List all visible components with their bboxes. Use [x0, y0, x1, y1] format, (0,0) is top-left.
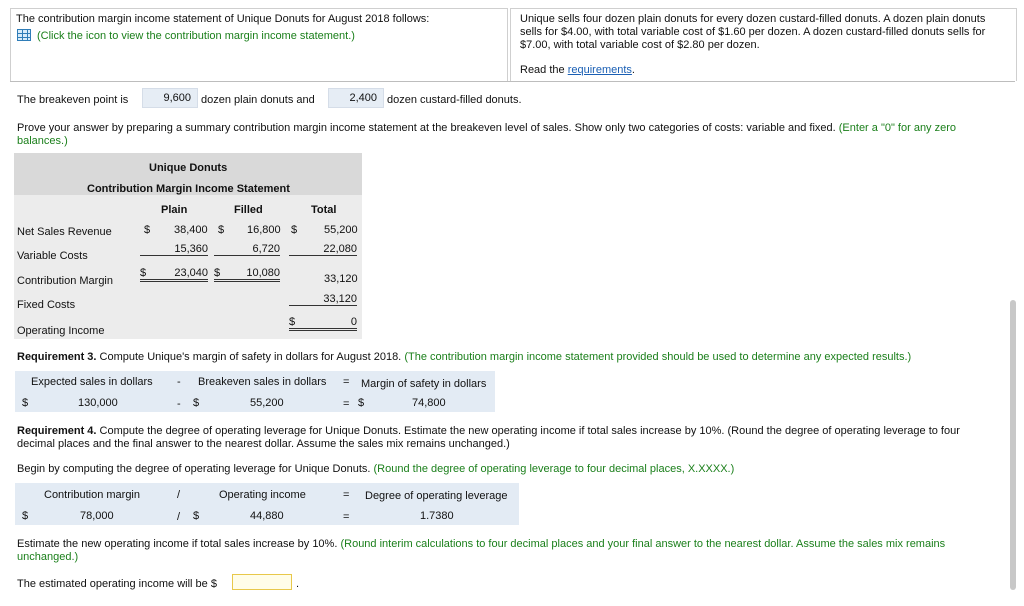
dollar-sign: $ — [291, 224, 298, 236]
dol-oi-value[interactable]: 44,880 — [250, 510, 284, 522]
dol-op-equals: = — [343, 511, 350, 523]
breakeven-custard-unit: dozen custard-filled donuts. — [387, 94, 522, 106]
mos-op-minus: - — [177, 398, 181, 410]
estimate-answer-label: The estimated operating income will be $ — [17, 578, 217, 590]
prove-hint-cont: balances.) — [17, 135, 68, 147]
dollar-sign: $ — [22, 397, 29, 409]
dol-op-divide: / — [177, 489, 181, 501]
view-statement-link[interactable]: (Click the icon to view the contribution margin income statement.) — [37, 30, 355, 42]
mos-breakeven-value[interactable]: 55,200 — [250, 397, 284, 409]
net-sales-total[interactable]: 55,200 — [324, 224, 358, 236]
mos-header-expected: Expected sales in dollars — [31, 376, 153, 388]
net-sales-filled[interactable]: 16,800 — [247, 224, 281, 236]
estimate-instructions: Estimate the new operating income if total sales increase by 10%. (Round interim calculations to four decimal places and your final answer to the nearest dollar. Assume the sales mix remains — [17, 538, 946, 550]
intro-text: The contribution margin income statement of Unique Donuts for August 2018 follows: — [16, 13, 430, 25]
variable-total[interactable]: 22,080 — [289, 243, 357, 256]
facts-line-3: $7.00, with total variable cost of $2.80 per dozen. — [520, 39, 760, 51]
mos-op-equals: = — [343, 398, 350, 410]
breakeven-label: The breakeven point is — [17, 94, 129, 106]
mos-header-margin: Margin of safety in dollars — [361, 378, 487, 390]
mos-op-minus: - — [177, 376, 181, 388]
table-icon[interactable] — [17, 29, 31, 41]
vertical-scrollbar[interactable] — [1010, 300, 1016, 590]
dol-op-equals: = — [343, 489, 350, 501]
oi-total-cell — [289, 316, 357, 331]
facts-line-1: Unique sells four dozen plain donuts for every dozen custard-filled donuts. A dozen plain donuts — [520, 13, 986, 25]
dollar-sign: $ — [218, 224, 225, 236]
cm-total[interactable]: 33,120 — [324, 273, 358, 285]
estimated-operating-income-input[interactable] — [232, 574, 292, 590]
statement-title: Contribution Margin Income Statement — [87, 183, 290, 195]
dollar-sign: $ — [22, 510, 29, 522]
req4-text-cont: decimal places and the final answer to the nearest dollar. Assume the sales mix remains unchanged.) — [17, 438, 510, 450]
prove-instructions: Prove your answer by preparing a summary contribution margin income statement at the breakeven level of sales. Show only two categories of costs: variable and fixed. (Enter a "0" for any zero — [17, 122, 957, 134]
requirements-link[interactable]: requirements — [567, 64, 632, 76]
mos-margin-value[interactable]: 74,800 — [412, 397, 446, 409]
dollar-sign: $ — [140, 267, 147, 279]
dol-op-divide: / — [177, 511, 181, 523]
row-cm-label: Contribution Margin — [17, 275, 113, 287]
req3-text: Requirement 3. Compute Unique's margin of safety in dollars for August 2018. (The contribution margin income statement provided should be used to determine any expected results.) — [17, 351, 912, 363]
mos-op-equals: = — [343, 376, 350, 388]
mos-header-breakeven: Breakeven sales in dollars — [198, 376, 327, 388]
read-the-label: Read the requirements. — [520, 64, 635, 76]
facts-line-2: sells for $4.00, with total variable cost of $1.60 per dozen. A dozen custard-filled donuts sells for — [520, 26, 986, 38]
breakeven-plain-answer[interactable]: 9,600 — [142, 88, 198, 108]
row-oi-label: Operating Income — [17, 325, 105, 337]
dollar-sign: $ — [193, 510, 200, 522]
dollar-sign: $ — [214, 267, 221, 279]
dollar-sign: $ — [144, 224, 151, 236]
row-fixed-label: Fixed Costs — [17, 299, 76, 311]
dol-instructions: Begin by computing the degree of operating leverage for Unique Donuts. (Round the degree of operating leverage to four decimal places, X.XXXX.) — [17, 463, 735, 475]
req4-text: Requirement 4. Compute the degree of operating leverage for Unique Donuts. Estimate the new operating income if total sales increase by 10%. (Round the degree of operating leverage to four — [17, 425, 960, 437]
breakeven-custard-answer[interactable]: 2,400 — [328, 88, 384, 108]
estimate-hint-cont: unchanged.) — [17, 551, 79, 563]
dol-header-dol: Degree of operating leverage — [365, 490, 508, 502]
fixed-total[interactable]: 33,120 — [289, 293, 357, 306]
row-variable-label: Variable Costs — [17, 250, 88, 262]
col-total: Total — [311, 204, 337, 216]
row-net-sales-label: Net Sales Revenue — [17, 226, 112, 238]
cm-filled-cell — [214, 267, 280, 282]
dollar-sign: $ — [358, 397, 365, 409]
variable-filled[interactable]: 6,720 — [214, 243, 280, 256]
net-sales-plain[interactable]: 38,400 — [174, 224, 208, 236]
dol-result-value[interactable]: 1.7380 — [420, 510, 454, 522]
cm-plain[interactable]: 23,040 — [174, 267, 208, 279]
breakeven-plain-unit: dozen plain donuts and — [201, 94, 315, 106]
cm-plain-cell — [140, 267, 208, 282]
oi-total[interactable]: 0 — [350, 316, 357, 328]
dol-header-cm: Contribution margin — [44, 489, 140, 501]
dollar-sign: $ — [193, 397, 200, 409]
col-plain: Plain — [161, 204, 188, 216]
statement-company: Unique Donuts — [149, 162, 228, 174]
dollar-sign: $ — [289, 316, 296, 328]
variable-plain[interactable]: 15,360 — [140, 243, 208, 256]
dol-header-oi: Operating income — [219, 489, 306, 501]
cm-filled[interactable]: 10,080 — [246, 267, 280, 279]
col-filled: Filled — [234, 204, 263, 216]
section-divider — [10, 81, 1015, 82]
dol-cm-value[interactable]: 78,000 — [80, 510, 114, 522]
estimate-period: . — [296, 578, 300, 590]
mos-expected-value[interactable]: 130,000 — [78, 397, 118, 409]
